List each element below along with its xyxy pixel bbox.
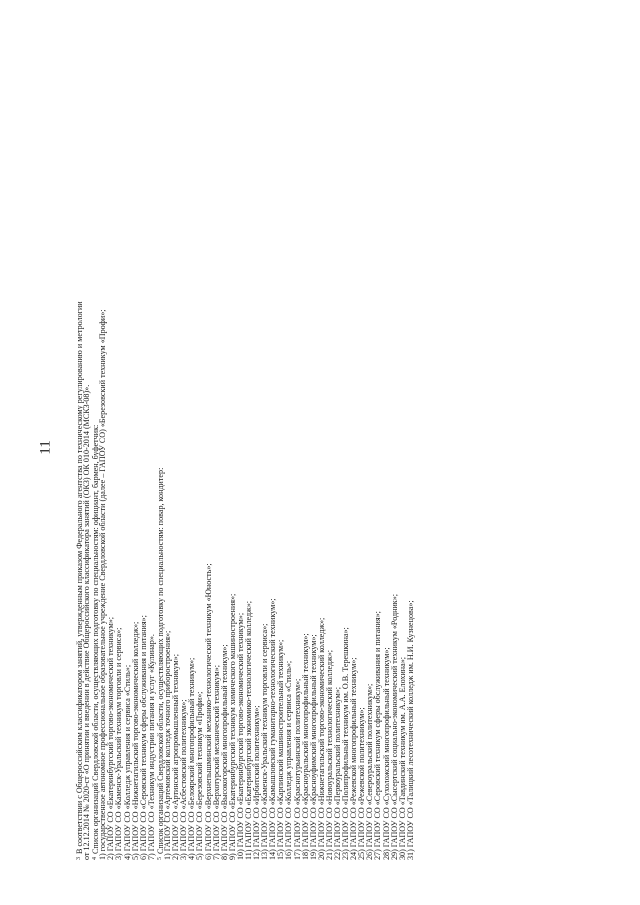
list-item: 3) ГАПОУ СО «Асбестовский политехникум»; [179, 699, 189, 860]
list-item: 7) ГАПОУ СО «Техникум индустрии питания и услуг «Кулинар». [146, 634, 156, 860]
footnote-5-intro-text: Список организаций Свердловской области, осуществляющих подготовку по специальностям: повар, кондитер: [155, 467, 165, 854]
footnote-3-mark: 3 [76, 857, 82, 860]
footnote-3-line-2: от 12.12.2014 № 2020-ст «О принятии и введении в действие Общероссийского классификатора занятий (ОКЗ) ОК 010-2014 (МСКЗ-08)». [82, 384, 92, 860]
footnote-4-mark: 4 [92, 857, 99, 860]
list-item: 10) ГАПОУ СО «Екатеринбургский торгово-экономический техникум»; [235, 612, 245, 860]
list-item: 29) ГАПОУ СО «Сысертский социально-экономический техникум «Родник»; [389, 593, 399, 860]
list-item: 18) ГАПОУ СО «Красноуральский многопрофильный техникум»; [300, 633, 310, 860]
list-item: 16) ГАПОУ СО «Колледж управления и сервиса «Стиль»; [284, 660, 294, 860]
list-item: 6) ГАПОУ СО «Верхнепышминский механико-технологический техникум «Юность»; [203, 563, 213, 860]
list-item: 22) ГАПОУ СО «Первоуральский политехникум»; [333, 687, 342, 860]
list-item: 12) ГАПОУ СО «Ирбитский политехникум»; [252, 705, 262, 860]
list-item: 1) ГАПОУ СО «Артемовский колледж точного приборостроения»; [163, 630, 173, 860]
footnotes-block [75, 50, 415, 860]
list-item: 2) ГАПОУ СО «Екатеринбургский торгово-экономический техникум»; [106, 616, 116, 860]
list-item: 19) ГАПОУ СО «Красноуфимский многопрофильный техникум»; [308, 634, 318, 860]
list-item: 27) ГАПОУ СО «Серовский техникум сферы обслуживания и питания»; [373, 611, 383, 860]
list-item: 11) ГАПОУ СО «Екатеринбургский экономико-технологический колледж»; [243, 600, 253, 860]
list-item: 25) ГАПОУ СО «Режевской политехникум»; [357, 707, 367, 860]
list-item: 4) ГАПОУ СО «Белоярский многопрофильный техникум»; [187, 657, 197, 860]
list-item: 21) ГАПОУ СО «Новоуральский технологический колледж»; [324, 649, 334, 860]
list-item: 7) ГАПОУ СО «Верхотурский механический техникум»; [211, 665, 221, 860]
list-item: 15) ГАПОУ СО «Карпинский машиностроительный техникум»; [276, 639, 286, 860]
list-item: 6) ГАПОУ СО «Серовский техникум сферы обслуживания и питания»; [138, 615, 148, 860]
page-number: 11 [37, 440, 54, 455]
list-item: 4) ГАПОУ СО «Колледж управления и сервиса «Стиль»; [122, 664, 132, 860]
list-item: 17) ГАПОУ СО «Краснотурьинский политехникум»; [292, 678, 302, 860]
list-item: 20) ГАПОУ СО «Нижнетагильский торгово-экономический колледж»; [316, 617, 326, 860]
list-item: 13) ГАПОУ СО «Каменск-Уральский техникум торговли и сервиса»; [260, 623, 270, 860]
list-item: 3) ГАПОУ СО «Каменск-Уральский техникум торговли и сервиса»; [114, 627, 124, 860]
footnote-5-list [164, 50, 415, 860]
list-item: 8) ГАПОУ СО «Высокогорский многопрофильный техникум»; [219, 644, 229, 860]
list-item: 31) ГАПОУ СО «Талицкий лесотехнический колледж им. Н.И. Кузнецова»; [405, 600, 415, 860]
list-item: 28) ГАПОУ СО «Сухоложский многопрофильный техникум»; [381, 647, 391, 860]
list-item: 14) ГАПОУ СО «Камышловский гуманитарно-технологический техникум»; [268, 598, 278, 860]
list-item: 5) ГАПОУ СО «Березовский техникум «Профи»; [195, 691, 205, 860]
list-item: 24) ГАПОУ СО «Режевской многопрофильный техникум»; [349, 657, 359, 860]
footnote-4-intro-text: Список организаций Свердловской области, осуществляющих подготовку по специальностям: официант, бармен, буфетчик: [91, 424, 101, 854]
list-item: 9) ГАПОУ СО «Екатеринбургский техникум химического машиностроения»; [227, 593, 237, 860]
list-item: 2) ГАПОУ СО «Артинский агропромышленный техникум»; [171, 654, 181, 860]
list-item: 1) государственное автономное профессиональное образовательное учреждение Свердловской области (далее – ГАПОУ СО) «Березовский техникум «Профи»; [98, 309, 108, 860]
list-item: 26) ГАПОУ СО «Североуральский политехникум»; [365, 683, 375, 860]
footnote-4-list [99, 50, 156, 860]
list-item: 30) ГАПОУ СО «Тавдинский техникум им. А.А. Елохина»; [397, 656, 407, 860]
list-item: 5) ГАПОУ СО «Нижнетагильский торгово-экономический колледж»; [130, 621, 140, 860]
footnote-3-text-1: В соответствии с Общероссийским классификатором занятий, утвержденным приказом Федерального агентства по техническому регулированию и метрологии [75, 301, 84, 854]
footnote-5-mark: 5 [156, 857, 163, 860]
list-item: 23) ГАПОУ СО «Полипрофильный техникум им. О.В. Терешкина»; [341, 627, 351, 860]
